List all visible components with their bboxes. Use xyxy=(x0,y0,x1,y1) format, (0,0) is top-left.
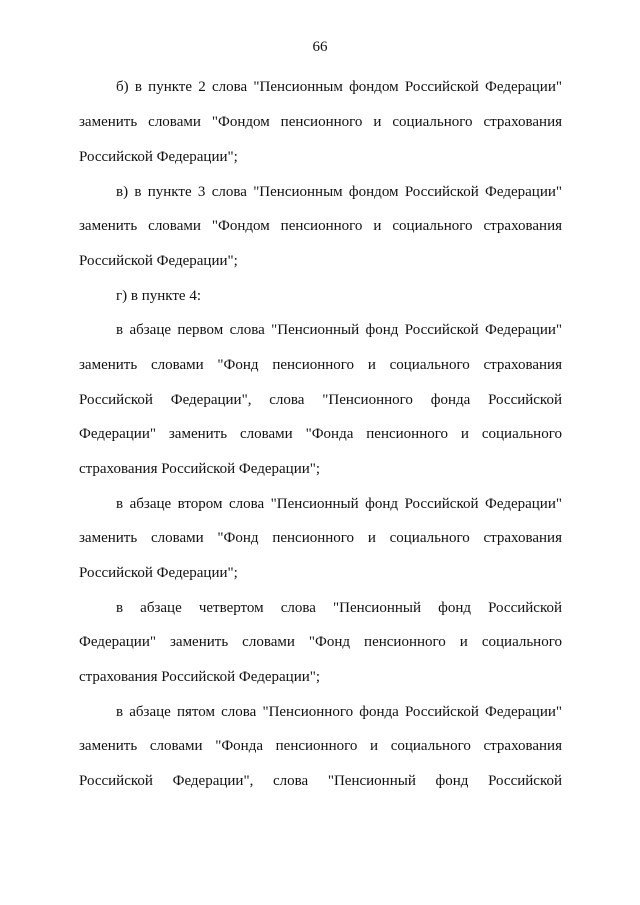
paragraph-abzac1-line-2: заменить словами "Фонд пенсионного и социального страхования xyxy=(79,357,562,373)
paragraph-abzac4-line-2: Федерации" заменить словами "Фонд пенсионного и социального xyxy=(79,634,562,650)
paragraph-abzac5-line-1: в абзаце пятом слова "Пенсионного фонда Российской Федерации" xyxy=(116,704,562,720)
paragraph-abzac1-line-1: в абзаце первом слова "Пенсионный фонд Российской Федерации" xyxy=(116,322,562,338)
paragraph-b-line-2: заменить словами "Фондом пенсионного и социального страхования xyxy=(79,114,562,130)
page-number: 66 xyxy=(312,39,328,55)
paragraph-abzac1-line-3: Российской Федерации", слова "Пенсионного фонда Российской xyxy=(79,392,562,408)
paragraph-b-line-3: Российской Федерации"; xyxy=(79,149,238,165)
paragraph-abzac1-line-4: Федерации" заменить словами "Фонда пенсионного и социального xyxy=(79,426,562,442)
paragraph-abzac2-line-1: в абзаце втором слова "Пенсионный фонд Российской Федерации" xyxy=(116,496,562,512)
paragraph-v-line-1: в) в пункте 3 слова "Пенсионным фондом Российской Федерации" xyxy=(116,184,562,200)
paragraph-abzac2-line-3: Российской Федерации"; xyxy=(79,565,238,581)
paragraph-v-line-2: заменить словами "Фондом пенсионного и социального страхования xyxy=(79,218,562,234)
paragraph-v-line-3: Российской Федерации"; xyxy=(79,253,238,269)
paragraph-abzac4-line-1: в абзаце четвертом слова "Пенсионный фонд Российской xyxy=(116,600,562,616)
paragraph-abzac4-line-3: страхования Российской Федерации"; xyxy=(79,669,321,685)
paragraph-abzac5-line-3: Российской Федерации", слова "Пенсионный фонд Российской xyxy=(79,773,562,789)
paragraph-abzac5-line-2: заменить словами "Фонда пенсионного и социального страхования xyxy=(79,738,562,754)
paragraph-abzac2-line-2: заменить словами "Фонд пенсионного и социального страхования xyxy=(79,530,562,546)
paragraph-abzac1-line-5: страхования Российской Федерации"; xyxy=(79,461,321,477)
paragraph-b-line-1: б) в пункте 2 слова "Пенсионным фондом Российской Федерации" xyxy=(116,79,562,95)
paragraph-g-heading: г) в пункте 4: xyxy=(116,288,202,304)
